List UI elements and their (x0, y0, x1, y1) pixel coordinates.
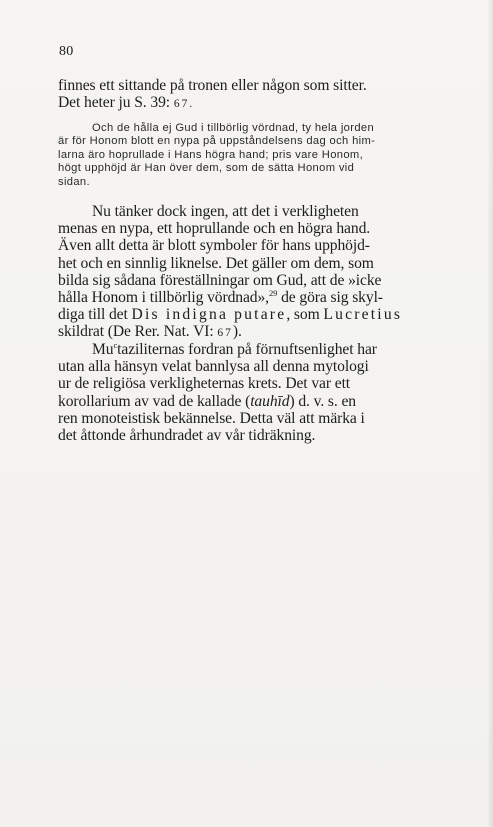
quran-quotation (58, 122, 458, 189)
text-fragment: de göra sig skyl- (277, 289, 383, 307)
text-fragment: taziliternas fordran på förnuftsenlighet har (117, 341, 377, 358)
quote-line: Och de hålla ej Gud i tillbörlig vördnad, ty hela jorden (92, 122, 375, 134)
superscript-letter: c (113, 340, 118, 350)
text-line: bilda sig sådana föreställningar om Gud, att de »icke (58, 271, 382, 289)
latin-phrase: Dis indigna putare (131, 306, 287, 324)
author-name: Lucretius (323, 306, 403, 324)
quote-line: larna äro hoprullade i Hans högra hand; pris vare Honom, (58, 148, 364, 161)
page-number: 80 (59, 44, 74, 59)
footnote-marker: 29 (268, 288, 278, 299)
text-fragment: Det heter ju S. 39: (58, 94, 174, 112)
text-line: Även allt detta är blott symboler för hans upphöjd- (58, 237, 370, 255)
text-line: het och en sinnlig liknelse. Det gäller om dem, som (58, 254, 374, 272)
paragraph-intro (58, 77, 458, 113)
paragraph-mutazilites (58, 341, 458, 444)
sura-reference: 67. (173, 98, 195, 111)
text-line: ur de religiösa verkligheternas krets. Det var ett (58, 375, 351, 393)
text-line: utan alla hänsyn velat bannlysa all denna mytologi (58, 358, 369, 376)
verse-reference: 67 (217, 327, 233, 340)
text-line (58, 94, 458, 113)
arabic-term: tauhīd (250, 392, 290, 410)
text-fragment: ) d. v. s. en (289, 392, 357, 410)
text-fragment: ). (232, 323, 242, 341)
text-fragment: hålla Honom i tillbörlig vördnad», (58, 289, 269, 307)
text-line: ren monoteistisk bekännelse. Detta väl att märka i (58, 409, 365, 427)
text-line: Nu tänker dock ingen, att det i verkligheten (92, 203, 359, 220)
text-line (58, 306, 458, 323)
text-line: menas en nypa, ett hoprullande och en högra hand. (58, 220, 371, 238)
text-fragment: korollarium av vad de kallade ( (58, 392, 251, 410)
text-line: finnes ett sittande på tronen eller någon som sitter. (58, 77, 367, 94)
quote-line: sidan. (58, 175, 90, 188)
text-fragment: skildrat (De Rer. Nat. VI: (58, 323, 218, 341)
quote-line: högt upphöjd är Han över dem, som de sätta Honom vid (58, 162, 355, 175)
text-line: det åttonde århundradet av vår tidräkning. (58, 427, 316, 445)
text-line (58, 341, 458, 358)
quote-line: är för Honom blott en nypa på uppståndelsens dag och him- (58, 135, 376, 148)
text-fragment: , som (286, 306, 324, 324)
text-line (58, 289, 458, 306)
paragraph-symbols (58, 203, 458, 343)
text-fragment: Mu (92, 341, 114, 358)
page-edge-shadow (487, 0, 493, 827)
text-line (58, 393, 458, 410)
text-fragment: diga till det (58, 306, 132, 324)
text-line (58, 323, 458, 342)
